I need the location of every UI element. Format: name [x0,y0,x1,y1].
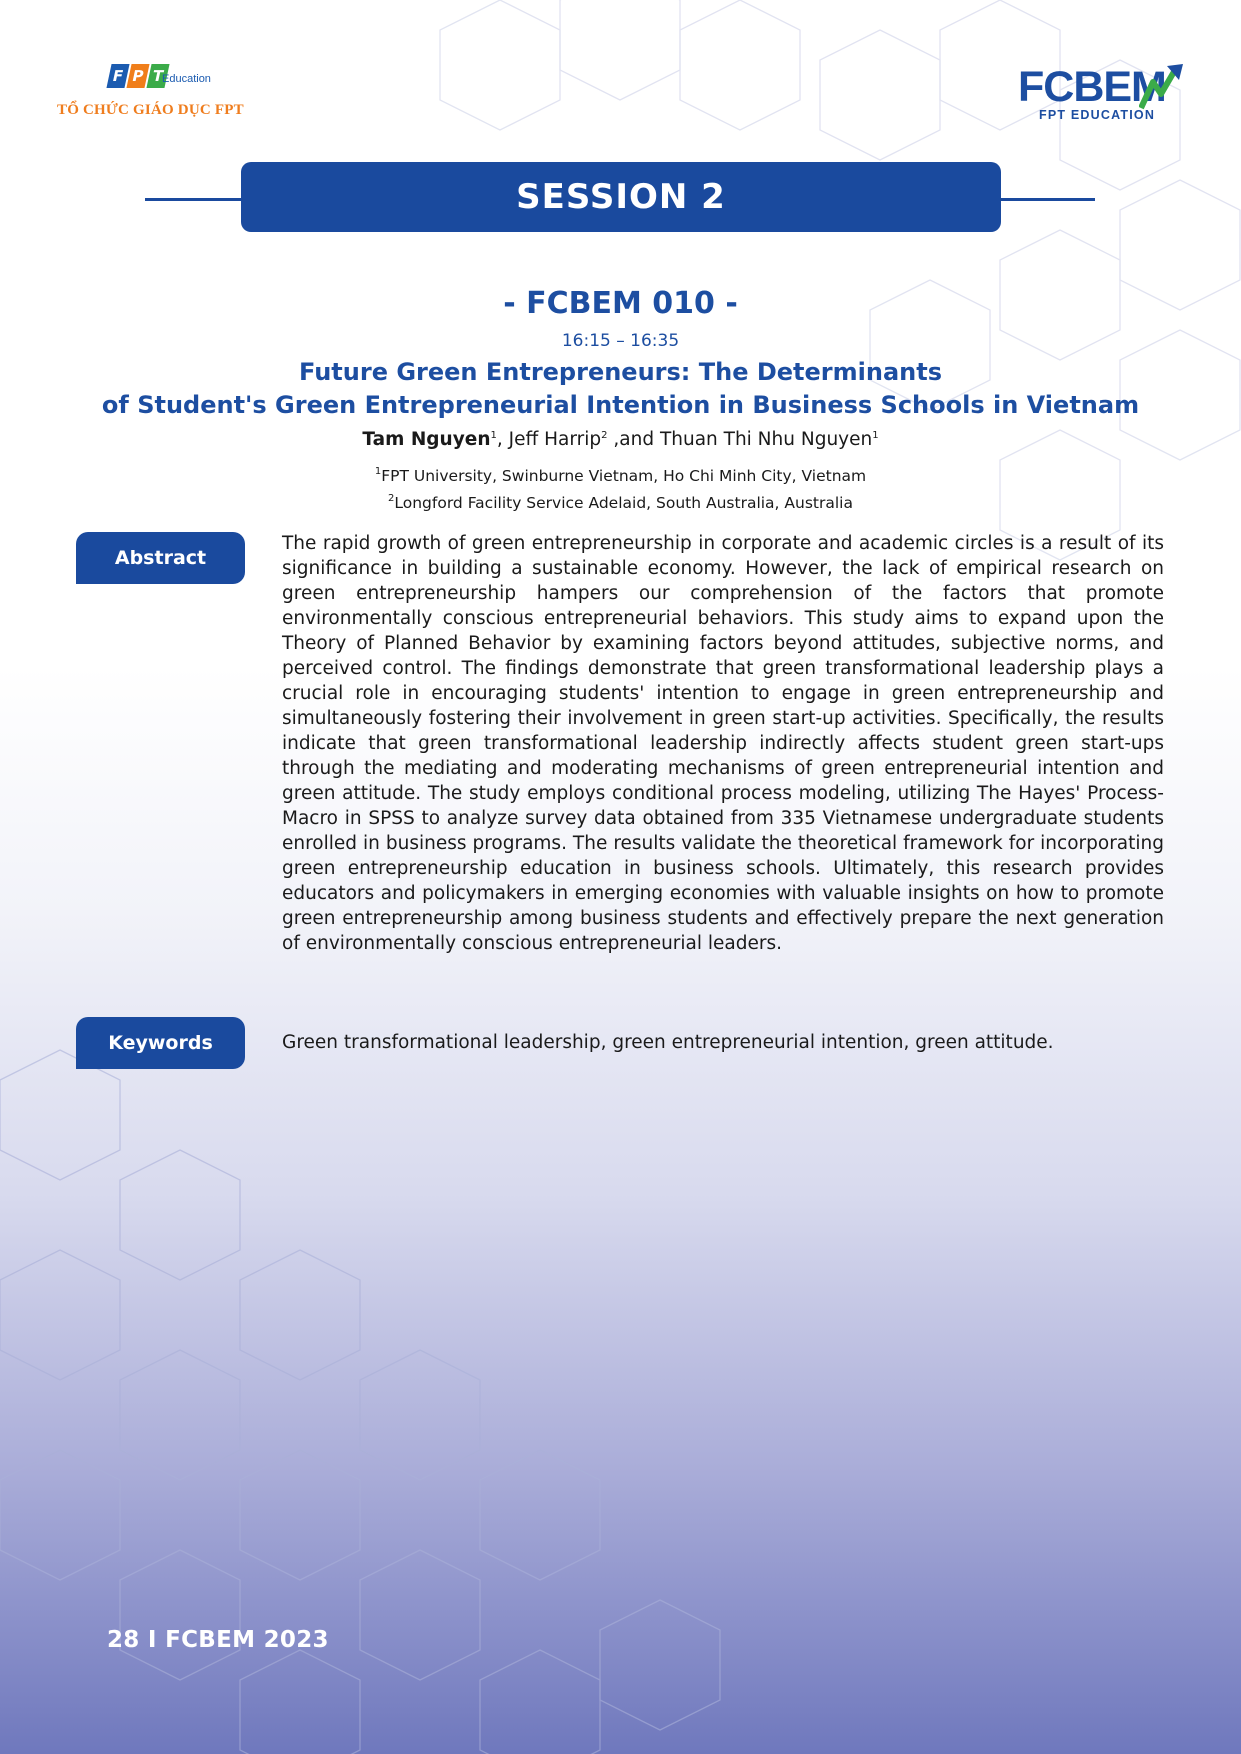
affiliation-2-sup: 2 [388,493,395,504]
page-footer: 28 I FCBEM 2023 [107,1627,329,1653]
fcbem-subtitle: FPT EDUCATION [1039,108,1156,122]
third-author-sup: 1 [872,430,879,441]
paper-title [0,356,1241,422]
paper-code: - FCBEM 010 - [503,286,738,321]
affiliation-2 [0,494,1241,512]
authors [0,429,1241,450]
session-banner: SESSION 2 [241,162,1001,232]
abstract-label: Abstract [76,532,245,584]
fcbem-logo [1018,62,1188,126]
keywords-text: Green transformational leadership, green entrepreneurial intention, green attitude. [282,1032,1054,1053]
fpt-letter-f: F [106,64,129,88]
affiliation-1-sup: 1 [374,466,382,477]
fpt-letter-boxes [109,64,169,90]
affiliation-1 [0,467,1241,485]
affiliation-1-text: FPT University, Swinburne Vietnam, Ho Chi Minh City, Vietnam [381,467,867,485]
paper-title-line-2: of Student's Green Entrepreneurial Intention in Business Schools in Vietnam [101,391,1140,419]
keywords-label: Keywords [76,1017,245,1069]
fcbem-wordmark: FCBEM [1018,63,1166,111]
fpt-education-logo [57,64,257,124]
lead-author: Tam Nguyen [362,429,491,450]
session-right-rule [997,198,1095,201]
paper-time: 16:15 – 16:35 [561,331,680,351]
session-left-rule [145,198,245,201]
fpt-education-text: Education [162,73,211,85]
second-author-sup: 2 [601,430,608,441]
paper-title-line-1: Future Green Entrepreneurs: The Determinants [299,358,942,386]
third-author: ,and Thuan Thi Nhu Nguyen [607,429,873,450]
affiliation-2-text: Longford Facility Service Adelaid, South Australia, Australia [394,494,853,512]
abstract-text: The rapid growth of green entrepreneurship in corporate and academic circles is a result of its significance in building a sustainable economy. However, the lack of empirical research on green entrepreneurship hampers our comprehension of the factors that promote environmentally conscious entrepreneurial behaviors. This study aims to expand upon the Theory of Planned Behavior by examining factors beyond attitudes, subjective norms, and perceived control. The findings demonstrate that green transformational leadership plays a crucial role in encouraging students' intention to engage in green entrepreneurship and simultaneously fostering their involvement in green start-up activities. Specifically, the results indicate that green transformational leadership indirectly affects student green start-ups through the mediating and moderating mechanisms of green entrepreneurial intention and green attitude. The study employs conditional process modeling, utilizing The Hayes' Process-Macro in SPSS to analyze survey data obtained from 335 Vietnamese undergraduate students enrolled in business programs. The results validate the theoretical framework for incorporating green entrepreneurship education in business schools. Ultimately, this research provides educators and policymakers in emerging economies with valuable insights on how to promote green entrepreneurship among business students and effectively prepare the next generation of environmentally conscious entrepreneurial leaders. [282,533,1164,954]
fpt-letter-p: P [126,64,149,88]
fpt-organization-name: TỔ CHỨC GIÁO DỤC FPT [57,102,244,118]
lead-author-sup: 1 [490,430,497,441]
second-author: , Jeff Harrip [496,429,602,450]
fpt-letter-t: T [146,64,169,88]
growth-arrow-icon [1139,62,1185,112]
